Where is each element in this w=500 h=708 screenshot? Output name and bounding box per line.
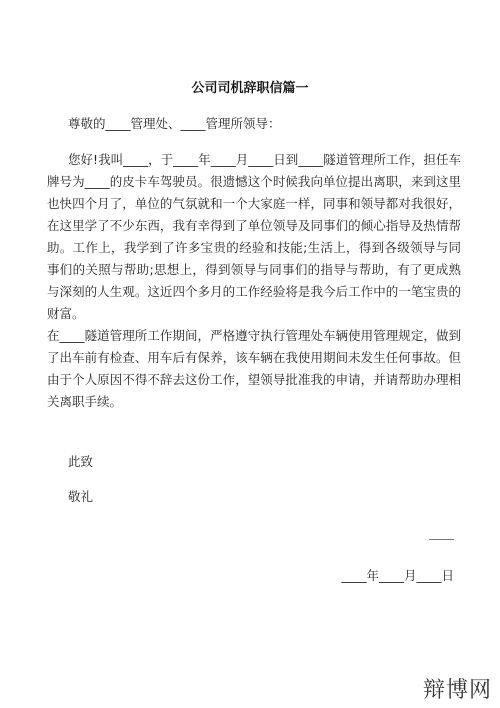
watermark-logo: 辩博网 bbox=[422, 678, 492, 703]
closing-salute: 此致 bbox=[68, 454, 94, 469]
signature-line bbox=[429, 539, 454, 540]
letter-salutation: 尊敬的____管理处、____管理所领导： bbox=[68, 116, 281, 131]
letter-title: 公司司机辞职信篇一 bbox=[191, 81, 309, 96]
body-paragraph-1: 您好!我叫____，于____年____月____日到____隧道管理所工作，担任车牌号为____的皮卡车驾驶员。很遗憾这个时候我向单位提出离职，来到这里也快四个月了，单位的气氛就和一个大家庭一样，同事和领导都对我很好，在这里学了不少东西，我有幸得到了单位领导及同事们的倾心指导及热情帮助。工作上，我学到了许多宝贵的经验和技能;生活上，得到各级领导与同事们的关照与帮助;思想上，得到领导与同事们的指导与帮助，有了更成熟与深刻的人生观。这近四个多月的工作经验将是我今后工作中的一笔宝贵的财富。 bbox=[47, 152, 461, 321]
body-paragraph-2: 在____隧道管理所工作期间，严格遵守执行管理处车辆使用管理规定，做到了出车前有检查、用车后有保养，该车辆在我使用期间未发生任何事故。但由于个人原因不得不辞去这份工作，望领导批准我的申请，并请帮助办理相关离职手续。 bbox=[47, 328, 461, 409]
letter-body bbox=[47, 149, 461, 413]
letter-date: ____年____月____日 bbox=[341, 568, 454, 583]
closing-regards: 敬礼 bbox=[68, 489, 94, 504]
